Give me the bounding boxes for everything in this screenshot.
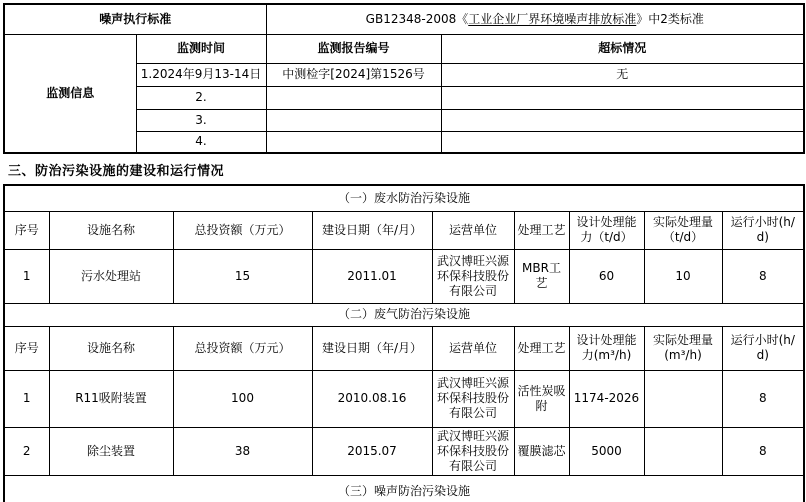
- noise-standard-suffix: 》中2类标准: [636, 11, 704, 26]
- cell-investment: 38: [173, 427, 312, 475]
- cell-report-number: [266, 86, 441, 109]
- cell-run-hours: 8: [722, 370, 804, 427]
- header-design-capacity: 设计处理能力(m³/h): [569, 326, 644, 370]
- header-investment: 总投资额（万元）: [173, 211, 312, 249]
- noise-standard-value: [266, 4, 804, 34]
- header-actual-volume: 实际处理量（t/d）: [644, 211, 722, 249]
- section-title: 三、防治污染设施的建设和运行情况: [8, 164, 225, 179]
- table-row: [4, 427, 804, 475]
- cell-run-hours: 8: [722, 427, 804, 475]
- noise-standard-name: 工业企业厂界环境噪声排放标准: [468, 11, 637, 26]
- cell-facility-name: 污水处理站: [49, 249, 173, 303]
- table-row: [4, 249, 804, 303]
- cell-build-date: 2010.08.16: [312, 370, 432, 427]
- cell-build-date: 2015.07: [312, 427, 432, 475]
- wastegas-section-header: （二）废气防治污染设施: [4, 303, 804, 326]
- pollution-facilities-table: [3, 184, 805, 502]
- header-report-number: 监测报告编号: [266, 34, 441, 63]
- table-row: [4, 4, 804, 34]
- cell-report-number: [266, 109, 441, 131]
- cell-design-capacity: 5000: [569, 427, 644, 475]
- table-row: [4, 326, 804, 370]
- monitor-info-label: 监测信息: [4, 34, 136, 153]
- wastewater-section-header: （一）废水防治污染设施: [4, 185, 804, 211]
- cell-design-capacity: 1174-2026: [569, 370, 644, 427]
- header-operator: 运营单位: [432, 211, 514, 249]
- cell-actual-volume: [644, 427, 722, 475]
- noise-facility-section-header: （三）噪声防治污染设施: [4, 475, 804, 502]
- cell-report-number: [266, 131, 441, 153]
- table-row: [4, 34, 804, 63]
- table-row: [4, 370, 804, 427]
- header-run-hours: 运行小时(h/d): [722, 326, 804, 370]
- cell-facility-name: 除尘装置: [49, 427, 173, 475]
- cell-run-hours: 8: [722, 249, 804, 303]
- cell-facility-name: R11吸附装置: [49, 370, 173, 427]
- cell-process: 覆膜滤芯: [514, 427, 569, 475]
- header-run-hours: 运行小时(h/d): [722, 211, 804, 249]
- cell-actual-volume: 10: [644, 249, 722, 303]
- cell-exceed-status: [441, 86, 804, 109]
- header-actual-volume: 实际处理量(m³/h): [644, 326, 722, 370]
- noise-monitoring-table: [3, 3, 805, 154]
- cell-exceed-status: [441, 131, 804, 153]
- cell-seq: 1: [4, 249, 49, 303]
- cell-investment: 15: [173, 249, 312, 303]
- cell-exceed-status: [441, 109, 804, 131]
- cell-process: 活性炭吸附: [514, 370, 569, 427]
- cell-build-date: 2011.01: [312, 249, 432, 303]
- header-process: 处理工艺: [514, 211, 569, 249]
- cell-design-capacity: 60: [569, 249, 644, 303]
- cell-process: MBR工艺: [514, 249, 569, 303]
- header-design-capacity: 设计处理能力（t/d）: [569, 211, 644, 249]
- table-row: [4, 185, 804, 211]
- header-investment: 总投资额（万元）: [173, 326, 312, 370]
- header-build-date: 建设日期（年/月）: [312, 211, 432, 249]
- header-facility-name: 设施名称: [49, 326, 173, 370]
- cell-exceed-status: 无: [441, 63, 804, 86]
- header-monitor-time: 监测时间: [136, 34, 266, 63]
- table-row: [4, 303, 804, 326]
- cell-monitor-time: 3.: [136, 109, 266, 131]
- cell-operator: 武汉博旺兴源环保科技股份有限公司: [432, 249, 514, 303]
- cell-seq: 1: [4, 370, 49, 427]
- header-operator: 运营单位: [432, 326, 514, 370]
- header-seq: 序号: [4, 211, 49, 249]
- table-row: [4, 475, 804, 502]
- cell-monitor-time: 4.: [136, 131, 266, 153]
- cell-report-number: 中测检字[2024]第1526号: [266, 63, 441, 86]
- cell-investment: 100: [173, 370, 312, 427]
- cell-seq: 2: [4, 427, 49, 475]
- cell-operator: 武汉博旺兴源环保科技股份有限公司: [432, 370, 514, 427]
- header-process: 处理工艺: [514, 326, 569, 370]
- header-facility-name: 设施名称: [49, 211, 173, 249]
- cell-monitor-time: 1.2024年9月13-14日: [136, 63, 266, 86]
- header-seq: 序号: [4, 326, 49, 370]
- header-exceed-status: 超标情况: [441, 34, 804, 63]
- noise-standard-label: 噪声执行标准: [4, 4, 266, 34]
- noise-standard-prefix: GB12348-2008《: [365, 11, 469, 26]
- table-row: [4, 211, 804, 249]
- header-build-date: 建设日期（年/月）: [312, 326, 432, 370]
- cell-actual-volume: [644, 370, 722, 427]
- cell-monitor-time: 2.: [136, 86, 266, 109]
- cell-operator: 武汉博旺兴源环保科技股份有限公司: [432, 427, 514, 475]
